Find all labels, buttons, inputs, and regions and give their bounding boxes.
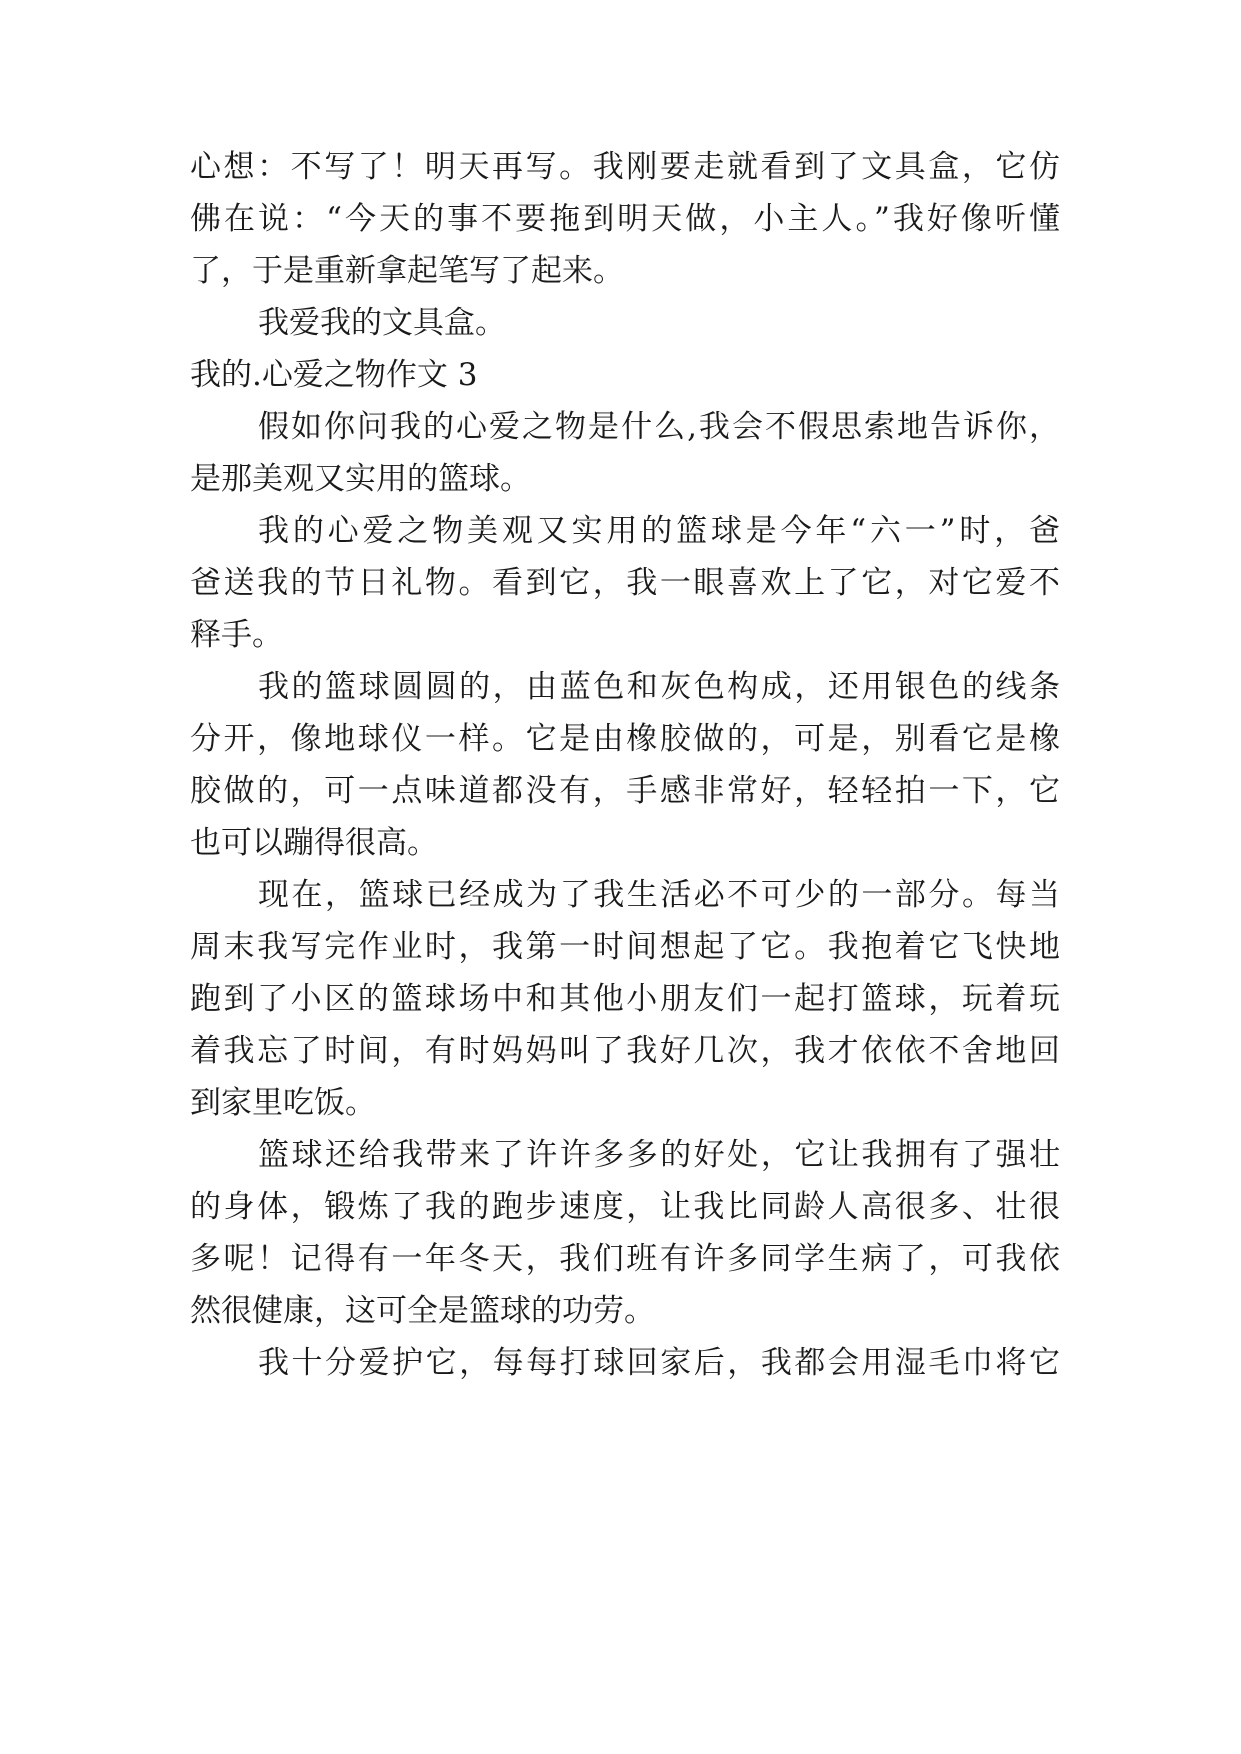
text-line: 多呢！记得有一年冬天，我们班有许多同学生病了，可我依 [190,1241,1060,1277]
text-line: 现在，篮球已经成为了我生活必不可少的一部分。每当 [258,877,1060,913]
text-line: 胶做的，可一点味道都没有，手感非常好，轻轻拍一下，它 [190,773,1060,809]
text-line: 跑到了小区的篮球场中和其他小朋友们一起打篮球，玩着玩 [190,981,1060,1017]
text-line: 到家里吃饭。 [190,1085,376,1121]
text-line: 然很健康，这可全是篮球的功劳。 [190,1293,655,1329]
text-line: 假如你问我的心爱之物是什么,我会不假思索地告诉你， [258,409,1060,445]
text-line: 我爱我的文具盒。 [258,305,506,341]
text-line: 分开，像地球仪一样。它是由橡胶做的，可是，别看它是橡 [190,721,1060,757]
text-line: 篮球还给我带来了许许多多的好处，它让我拥有了强壮 [258,1137,1060,1173]
text-line: 爸送我的节日礼物。看到它，我一眼喜欢上了它，对它爱不 [190,565,1060,601]
text-line: 的身体，锻炼了我的跑步速度，让我比同龄人高很多、壮很 [190,1189,1060,1225]
text-line: 我的心爱之物美观又实用的篮球是今年“六一”时，爸 [258,513,1060,549]
text-line: 我的篮球圆圆的，由蓝色和灰色构成，还用银色的线条 [258,669,1060,705]
text-line: 是那美观又实用的篮球。 [190,461,531,497]
text-line: 释手。 [190,617,283,653]
text-line: 了，于是重新拿起笔写了起来。 [190,253,624,289]
text-line: 也可以蹦得很高。 [190,825,438,861]
section-heading: 我的.心爱之物作文 3 [190,357,478,393]
text-line: 心想：不写了！明天再写。我刚要走就看到了文具盒，它仿 [190,149,1060,185]
text-line: 着我忘了时间，有时妈妈叫了我好几次，我才依依不舍地回 [190,1033,1060,1069]
text-line: 我十分爱护它，每每打球回家后，我都会用湿毛巾将它 [258,1345,1060,1381]
text-line: 佛在说：“今天的事不要拖到明天做，小主人。”我好像听懂 [190,201,1060,237]
text-line: 周末我写完作业时，我第一时间想起了它。我抱着它飞快地 [190,929,1060,965]
